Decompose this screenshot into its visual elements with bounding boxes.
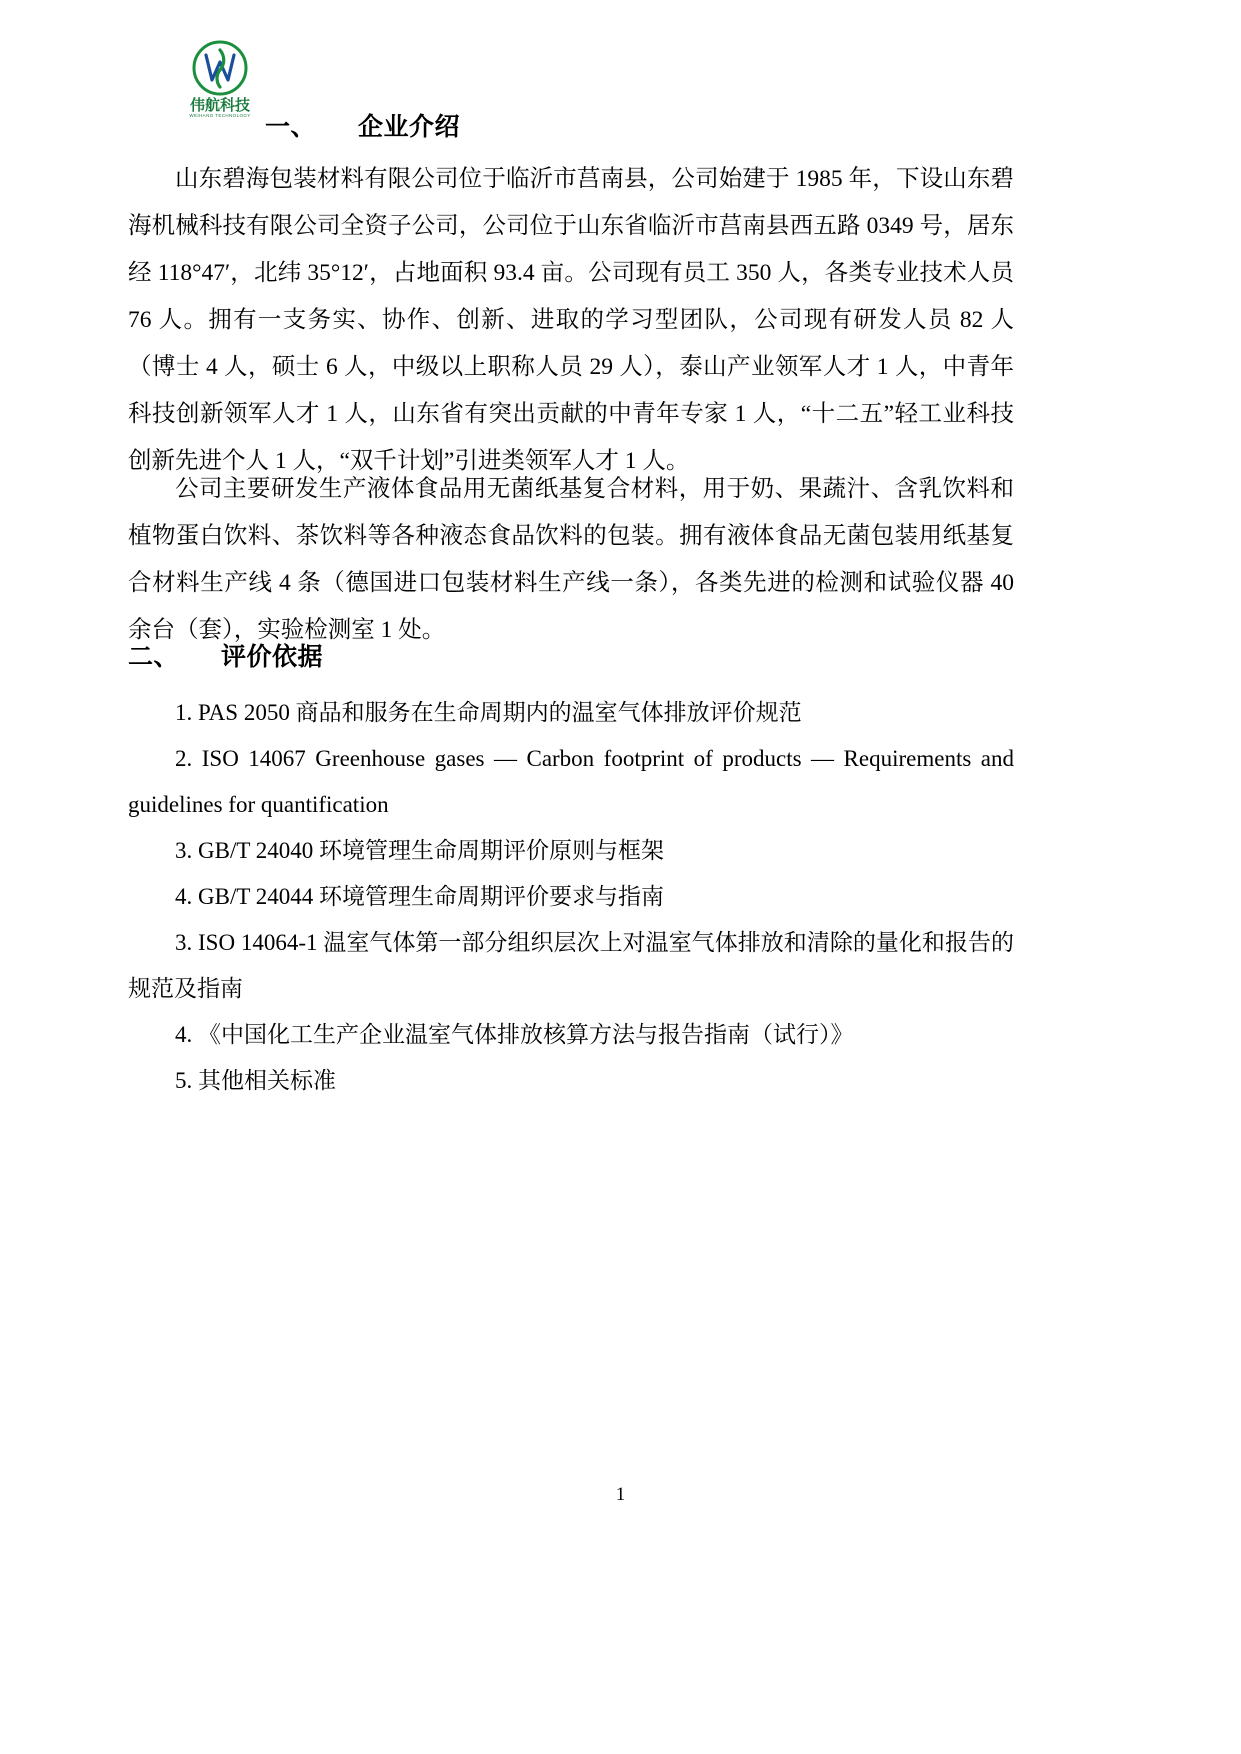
logo-brand-cn: 伟航科技 bbox=[189, 97, 250, 114]
logo-brand-en: WEIHANG TECHNOLOGY bbox=[189, 112, 251, 118]
list-item: 3. ISO 14064-1 温室气体第一部分组织层次上对温室气体排放和清除的量化和报告的规范及指南 bbox=[128, 930, 1014, 1001]
section-heading-one bbox=[265, 112, 460, 142]
section-two-title: 评价依据 bbox=[221, 643, 324, 671]
list-item: 2. ISO 14067 Greenhouse gases — Carbon footprint of products — Requirements and guidelines for quantification bbox=[128, 746, 1014, 817]
company-logo bbox=[180, 40, 260, 125]
section-one-title: 企业介绍 bbox=[358, 113, 461, 141]
list-item: 4. 《中国化工生产企业温室气体排放核算方法与报告指南（试行）》 bbox=[175, 1022, 854, 1047]
logo-wordmark bbox=[180, 98, 260, 118]
paragraph-company-intro-2: 公司主要研发生产液体食品用无菌纸基复合材料，用于奶、果蔬汁、含乳饮料和植物蛋白饮料、茶饮料等各种液态食品饮料的包装。拥有液体食品无菌包装用纸基复合材料生产线 4 条（德国进口包装材料生产线一条），各类先进的检测和试验仪器 40 余台（套），实验检测室 1 处。 bbox=[128, 476, 1014, 643]
list-item: 1. PAS 2050 商品和服务在生命周期内的温室气体排放评价规范 bbox=[175, 700, 802, 725]
section-one-number: 一、 bbox=[265, 113, 317, 141]
section-heading-two bbox=[128, 642, 323, 672]
page-number: 1 bbox=[615, 1484, 626, 1505]
criteria-list bbox=[128, 690, 1014, 1104]
paragraph-company-intro-1: 山东碧海包装材料有限公司位于临沂市莒南县，公司始建于 1985 年，下设山东碧海机械科技有限公司全资子公司，公司位于山东省临沂市莒南县西五路 0349 号，居东经 118°47′，北纬 35°12′，占地面积 93.4 亩。公司现有员工 350 人，各类专业技术人员 76 人。拥有一支务实、协作、创新、进取的学习型团队，公司现有研发人员 82 人（博士 4 人，硕士 6 人，中级以上职称人员 29 人），泰山产业领军人才 1 人，中青年科技创新领军人才 1 人，山东省有突出贡献的中青年专家 1 人，“十二五”轻工业科技创新先进个人 1 人，“双千计划”引进类领军人才 1 人。 bbox=[128, 166, 1014, 474]
list-item: 4. GB/T 24044 环境管理生命周期评价要求与指南 bbox=[175, 884, 664, 909]
section-two-number: 二、 bbox=[128, 643, 180, 671]
logo-monogram-icon bbox=[192, 40, 248, 96]
list-item: 3. GB/T 24040 环境管理生命周期评价原则与框架 bbox=[175, 838, 664, 863]
list-item: 5. 其他相关标准 bbox=[175, 1068, 336, 1093]
